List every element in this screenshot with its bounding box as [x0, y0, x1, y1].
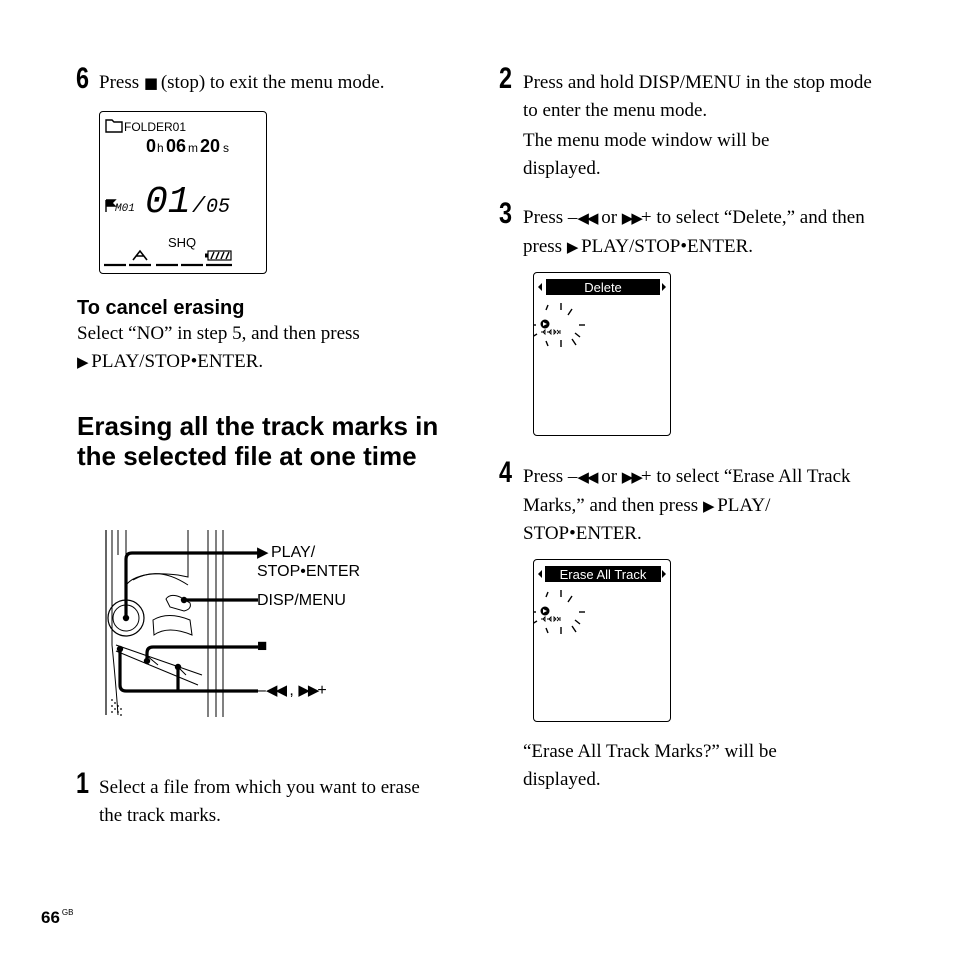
play-label-1: PLAY/ — [266, 544, 316, 561]
play-icon: ▶ — [257, 543, 267, 561]
skip-suffix: + — [317, 682, 327, 699]
play-icon: ▶ — [566, 237, 577, 256]
rewind-icon: ◀◀ — [577, 209, 597, 227]
step-2-text: Press and hold DISP/MENU in the stop mode to enter the menu mode. — [523, 72, 872, 121]
step-3-pre: Press – — [523, 207, 578, 228]
page-number-value: 66 — [41, 908, 60, 927]
callout-play-line — [126, 553, 258, 618]
play-icon: ▶ — [77, 352, 87, 371]
fast-forward-icon: ▶▶ — [298, 681, 318, 699]
step-4-post: PLAY/ STOP•ENTER. — [523, 494, 771, 544]
diagram-label-play — [257, 543, 360, 581]
step-4-number: 4 — [499, 456, 513, 489]
callout-stop-line — [147, 647, 258, 661]
lcd-seconds: 20 — [200, 136, 221, 156]
blinking-play-icon — [534, 303, 585, 347]
fast-forward-icon: ▶▶ — [621, 209, 641, 227]
step-4-mid: + to select “Erase All Track Marks,” and then press — [523, 466, 851, 516]
lcd-quality: SHQ — [168, 235, 197, 250]
page-number — [41, 908, 73, 928]
diagram-label-stop-icon: ■ — [257, 636, 266, 655]
track-mark-flag-icon — [106, 200, 115, 212]
step-4-or: or — [596, 466, 622, 487]
lcd-seconds-unit: s — [223, 141, 229, 155]
step-6-text — [99, 69, 449, 98]
play-icon: ▶ — [702, 496, 713, 515]
rewind-icon: ◀◀ — [265, 681, 285, 699]
result-text: “Erase All Track Marks?” will be displayed. — [523, 741, 777, 790]
step-4-text — [523, 463, 893, 548]
lcd-menu-graphic — [534, 273, 669, 433]
diagram-label-disp: DISP/MENU — [257, 592, 346, 609]
step-6-number: 6 — [76, 62, 90, 95]
lcd-minutes-unit: m — [188, 141, 198, 155]
folder-icon — [106, 120, 122, 132]
device-button-diagram — [98, 525, 398, 725]
lcd-hours: 0 — [146, 136, 157, 156]
step-3-post: PLAY/STOP•ENTER. — [576, 235, 753, 257]
step-1-text: Select a file from which you want to erase the track marks. — [99, 777, 420, 826]
step-2-number: 2 — [499, 62, 513, 95]
lcd-display-recording — [99, 111, 267, 274]
cancel-text — [77, 320, 437, 376]
skip-separator: , — [284, 682, 299, 699]
cancel-line-1: Select “NO” in step 5, and then press — [77, 323, 360, 344]
step-3-mid: + to select “Delete,” and then press — [523, 207, 865, 257]
step-1-number: 1 — [76, 767, 90, 800]
step-6-post: (stop) to exit the menu mode. — [156, 72, 385, 93]
lcd-folder-name: FOLDER01 — [124, 120, 187, 134]
play-label-2: STOP•ENTER — [257, 563, 361, 580]
fast-forward-icon: ▶▶ — [621, 468, 641, 486]
step-2-note: The menu mode window will be displayed. — [523, 130, 770, 179]
diagram-label-skip — [257, 681, 327, 700]
menu-right-arrow-icon — [662, 283, 666, 291]
cancel-heading: To cancel erasing — [77, 297, 245, 319]
lcd-track-number: 01 — [145, 181, 191, 224]
rewind-icon: ◀◀ — [577, 468, 597, 486]
lcd-hours-unit: h — [157, 141, 164, 155]
lcd-mark-label: M01 — [115, 203, 135, 215]
recorder-illustration — [98, 525, 258, 721]
stop-icon: ■ — [143, 74, 157, 92]
step-6-pre: Press — [99, 72, 144, 93]
lcd-menu-graphic — [534, 560, 669, 720]
blinking-play-icon — [534, 590, 585, 634]
menu-left-arrow-icon — [538, 570, 542, 578]
lcd-display-erase-all-menu — [533, 559, 671, 722]
step-4-pre: Press – — [523, 466, 578, 487]
menu-item-delete: Delete — [584, 280, 622, 295]
step-3-or: or — [596, 207, 622, 228]
lcd-total-tracks: 05 — [206, 196, 231, 219]
menu-right-arrow-icon — [662, 570, 666, 578]
skip-prefix: – — [257, 682, 266, 699]
step-3-number: 3 — [499, 197, 513, 230]
menu-item-erase-all: Erase All Track — [559, 567, 647, 582]
mic-sensitivity-icon — [133, 251, 147, 260]
menu-left-arrow-icon — [538, 283, 542, 291]
step-3-text — [523, 204, 893, 261]
lcd-minutes: 06 — [166, 136, 187, 156]
lcd-slash: / — [192, 194, 206, 219]
lcd-display-graphic — [100, 112, 265, 272]
lcd-display-delete-menu — [533, 272, 671, 436]
page-number-suffix: GB — [61, 908, 74, 917]
section-title: Erasing all the track marks in the selected file at one time — [77, 411, 439, 471]
cancel-line-2: PLAY/STOP•ENTER. — [86, 350, 264, 372]
